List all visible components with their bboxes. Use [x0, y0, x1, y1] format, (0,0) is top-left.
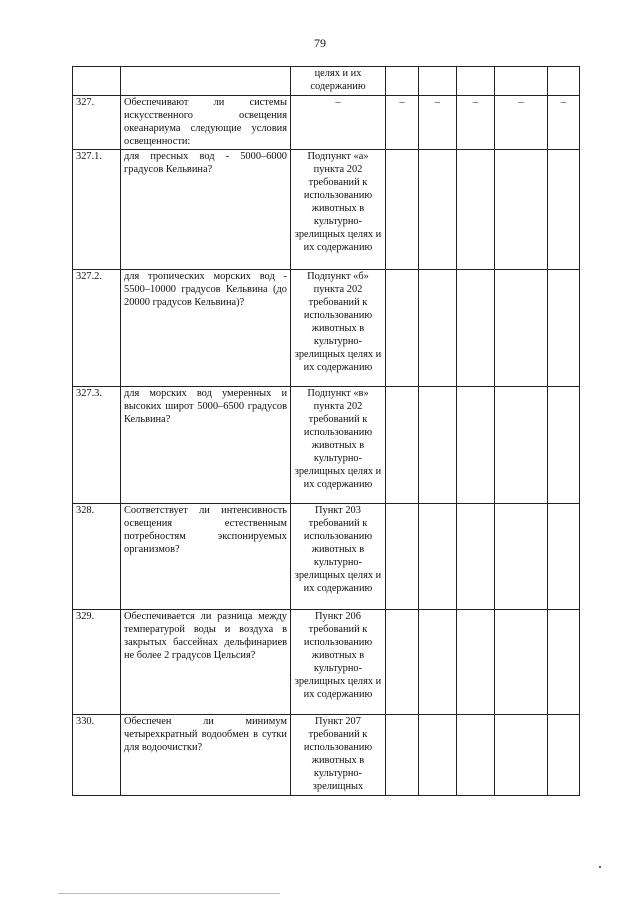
- legal-reference: Подпункт «а» пункта 202 требований к использованию животных в культурно-зрелищных целях и их содержанию: [291, 150, 386, 270]
- table-row: [73, 504, 580, 610]
- answer-mark: [548, 67, 580, 96]
- item-number: [73, 67, 121, 96]
- legal-reference: –: [291, 95, 386, 150]
- answer-mark: [548, 270, 580, 387]
- table-row: [73, 67, 580, 96]
- answer-mark: [495, 504, 548, 610]
- answer-mark: [419, 504, 457, 610]
- legal-reference: Пункт 203 требований к использованию животных в культурно-зрелищных целях и их содержанию: [291, 504, 386, 610]
- answer-mark: [457, 715, 495, 795]
- answer-mark: [548, 715, 580, 795]
- answer-mark: [457, 504, 495, 610]
- question-text: [121, 67, 291, 96]
- question-text: для морских вод умеренных и высоких широт 5000–6500 градусов Кельвина?: [121, 387, 291, 504]
- answer-mark: [495, 67, 548, 96]
- answer-mark: [386, 387, 419, 504]
- legal-reference: Подпункт «б» пункта 202 требований к использованию животных в культурно-зрелищных целях и их содержанию: [291, 270, 386, 387]
- answer-mark: [457, 270, 495, 387]
- legal-reference: Подпункт «в» пункта 202 требований к использованию животных в культурно-зрелищных целях и их содержанию: [291, 387, 386, 504]
- answer-mark: [386, 504, 419, 610]
- answer-mark: [495, 610, 548, 715]
- item-number: 330.: [73, 715, 121, 795]
- answer-mark: [457, 610, 495, 715]
- question-text: Обеспечен ли минимум четырехкратный водообмен в сутки для водоочистки?: [121, 715, 291, 795]
- table-row: [73, 270, 580, 387]
- table-row: [73, 150, 580, 270]
- answer-mark: [457, 387, 495, 504]
- answer-mark: [457, 150, 495, 270]
- answer-mark: –: [386, 95, 419, 150]
- answer-mark: [386, 610, 419, 715]
- answer-mark: [548, 610, 580, 715]
- table-row: [73, 95, 580, 150]
- table-row: [73, 387, 580, 504]
- answer-mark: [386, 715, 419, 795]
- answer-mark: [419, 610, 457, 715]
- legal-reference: Пункт 207 требований к использованию животных в культурно-зрелищных: [291, 715, 386, 795]
- answer-mark: [495, 715, 548, 795]
- answer-mark: [548, 387, 580, 504]
- answer-mark: [548, 150, 580, 270]
- item-number: 327.1.: [73, 150, 121, 270]
- scan-edge-line: [58, 893, 280, 894]
- item-number: 329.: [73, 610, 121, 715]
- item-number: 328.: [73, 504, 121, 610]
- item-number: 327.3.: [73, 387, 121, 504]
- question-text: для тропических морских вод - 5500–10000 градусов Кельвина (до 20000 градусов Кельвина)?: [121, 270, 291, 387]
- question-text: Обеспечивают ли системы искусственного освещения океанариума следующие условия освещенности:: [121, 95, 291, 150]
- question-text: для пресных вод - 5000–6000 градусов Кельвина?: [121, 150, 291, 270]
- answer-mark: [495, 150, 548, 270]
- question-text: Соответствует ли интенсивность освещения естественным потребностям экспонируемых организмов?: [121, 504, 291, 610]
- answer-mark: [457, 67, 495, 96]
- answer-mark: [419, 270, 457, 387]
- checklist-table: [72, 66, 580, 796]
- table-row: [73, 715, 580, 795]
- legal-reference: Пункт 206 требований к использованию животных в культурно-зрелищных целях и их содержанию: [291, 610, 386, 715]
- scan-dot: [599, 866, 601, 868]
- table-row: [73, 610, 580, 715]
- answer-mark: [386, 270, 419, 387]
- item-number: 327.2.: [73, 270, 121, 387]
- legal-reference: целях и их содержанию: [291, 67, 386, 96]
- answer-mark: [386, 150, 419, 270]
- answer-mark: [386, 67, 419, 96]
- answer-mark: –: [495, 95, 548, 150]
- answer-mark: –: [419, 95, 457, 150]
- answer-mark: [495, 387, 548, 504]
- answer-mark: [495, 270, 548, 387]
- answer-mark: [419, 67, 457, 96]
- answer-mark: [548, 504, 580, 610]
- item-number: 327.: [73, 95, 121, 150]
- answer-mark: [419, 150, 457, 270]
- page-number: 79: [314, 36, 326, 50]
- answer-mark: [419, 387, 457, 504]
- answer-mark: [419, 715, 457, 795]
- answer-mark: –: [548, 95, 580, 150]
- answer-mark: –: [457, 95, 495, 150]
- question-text: Обеспечивается ли разница между температурой воды и воздуха в закрытых бассейнах дельфинариев не более 2 градусов Цельсия?: [121, 610, 291, 715]
